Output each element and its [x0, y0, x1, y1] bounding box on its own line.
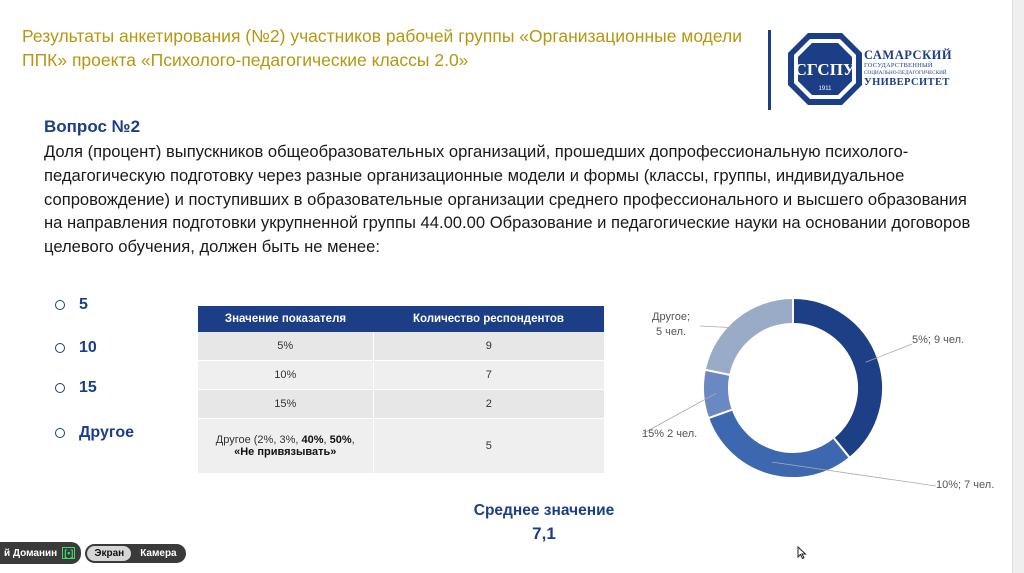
- average-label: Среднее значение: [473, 502, 615, 519]
- slide-title: Результаты анкетирования (№2) участников рабочей группы «Организационные модели ППК» проекта «Психолого-педагогические классы 2.0»: [22, 26, 743, 70]
- other-prefix: Другое (2%, 3%,: [215, 434, 302, 446]
- university-line-4: УНИВЕРСИТЕТ: [864, 77, 950, 88]
- other-bold-40: 40%: [301, 434, 324, 446]
- circle-bullet-icon: [55, 300, 65, 310]
- header-divider: [768, 30, 771, 110]
- value-cell: [198, 419, 373, 474]
- university-line-2: ГОСУДАРСТВЕННЫЙ: [864, 62, 933, 69]
- value-cell: 15%: [198, 390, 373, 419]
- other-line-2: «Не привязывать»: [234, 446, 337, 458]
- participant-tag: [0, 542, 81, 564]
- other-suffix: ,: [351, 434, 355, 446]
- option-item: [55, 424, 134, 442]
- screen-button[interactable]: Экран: [87, 546, 131, 561]
- donut-slice: [705, 298, 793, 375]
- count-cell: 9: [373, 332, 604, 361]
- participant-name: й Доманин: [4, 547, 58, 559]
- donut-slice: [793, 298, 883, 458]
- university-line-1: САМАРСКИЙ: [864, 48, 953, 62]
- column-header: Значение показателя: [198, 306, 373, 332]
- count-cell: 5: [373, 419, 604, 474]
- value-cell: 5%: [198, 332, 373, 361]
- slice-label-5: 5%; 9 чел.: [912, 334, 965, 346]
- circle-bullet-icon: [55, 428, 65, 438]
- university-name: [864, 49, 952, 89]
- meeting-toolbar: [0, 542, 186, 564]
- option-label: 5: [79, 296, 88, 313]
- donut-slice: [708, 409, 850, 478]
- donut-chart: [680, 280, 910, 500]
- table-row: [198, 390, 604, 419]
- circle-bullet-icon: [55, 343, 65, 353]
- option-item: [55, 379, 97, 397]
- slice-label-15: 15% 2 чел.: [642, 428, 698, 440]
- option-item: [55, 339, 97, 357]
- table-header-row: [198, 306, 604, 332]
- other-sep: ,: [323, 434, 330, 446]
- slice-label-other: Другое; 5 чел.: [652, 311, 691, 338]
- table-row: [198, 361, 604, 390]
- table-row: [198, 332, 604, 361]
- option-label: 10: [79, 339, 97, 356]
- mic-activity-icon: [•]: [64, 548, 74, 558]
- table-row: [198, 419, 604, 474]
- option-item: [55, 296, 88, 314]
- results-table: [198, 306, 604, 474]
- donut-slice: [703, 370, 733, 418]
- count-cell: 7: [373, 361, 604, 390]
- column-header: Количество респондентов: [373, 306, 604, 332]
- option-label: 15: [79, 379, 97, 396]
- value-cell: 10%: [198, 361, 373, 390]
- slice-label-10: 10%; 7 чел.: [936, 479, 995, 491]
- average-value: 7,1: [532, 524, 556, 543]
- university-logo: [785, 30, 865, 108]
- slide-edge: [1012, 0, 1024, 573]
- share-controls: [85, 544, 185, 563]
- question-title: Вопрос №2: [44, 117, 141, 136]
- count-cell: 2: [373, 390, 604, 419]
- camera-button[interactable]: Камера: [140, 547, 177, 559]
- logo-text: СГСПУ: [794, 60, 856, 79]
- mouse-pointer-icon: [797, 546, 807, 560]
- option-label: Другое: [79, 424, 134, 441]
- other-bold-50: 50%: [329, 434, 352, 446]
- logo-year: 1911: [818, 86, 832, 92]
- university-line-3: СОЦИАЛЬНО-ПЕДАГОГИЧЕСКИЙ: [864, 70, 947, 76]
- circle-bullet-icon: [55, 383, 65, 393]
- question-text: Доля (процент) выпускников общеобразовательных организаций, прошедших допрофессиональную психолого-педагогическую подготовку через разные организационные модели и формы (классы, группы, индивидуальное сопровождение) и поступивших в образовательные организации среднего профессионального и высшего образования на направления подготовки укрупненной группы 44.00.00 Образование и педагогические науки на основании договоров целевого обучения, должен быть не менее:: [44, 142, 971, 257]
